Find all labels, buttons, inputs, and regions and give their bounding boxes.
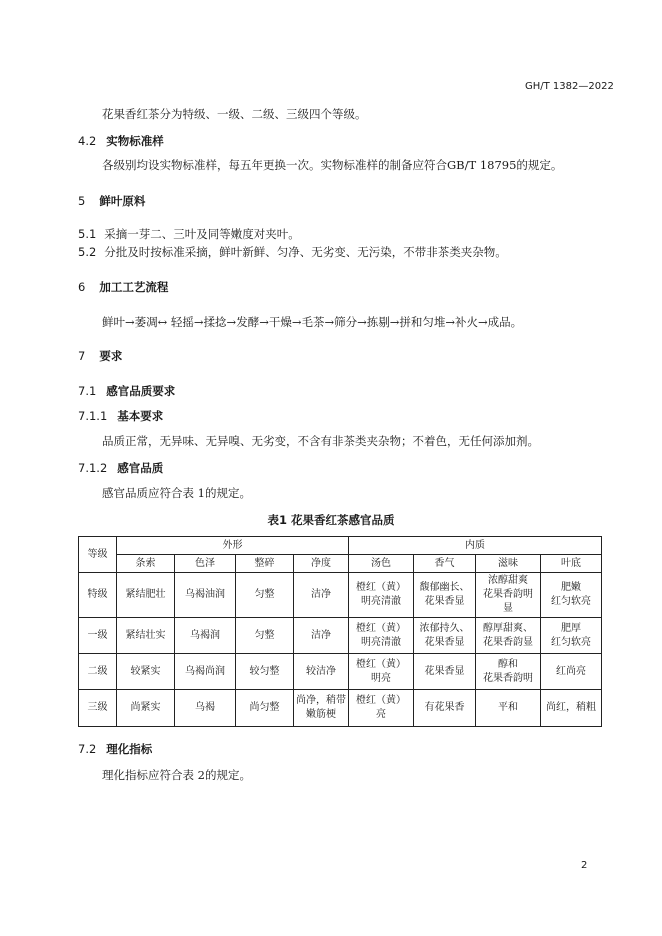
table-cell: 较紧实: [117, 654, 175, 690]
section-number: 7.2: [78, 742, 97, 756]
table-cell: 较洁净: [294, 654, 349, 690]
outer-appearance-header: 外形: [117, 537, 349, 555]
table-row: [79, 690, 602, 727]
sensory-quality-table: [78, 536, 602, 727]
inner-quality-header: 内质: [349, 537, 602, 555]
table-cell: 醇和 花果香韵明: [476, 654, 541, 690]
section-number: 6: [78, 280, 86, 294]
table-cell: 紧结壮实: [117, 618, 175, 654]
section-title: 基本要求: [117, 409, 164, 423]
table-caption: 表1 花果香红茶感官品质: [267, 513, 395, 527]
paragraph-7-1-2: 感官品质应符合表 1的规定。: [102, 486, 251, 500]
section-5-heading: [78, 193, 145, 209]
table-cell: 橙红（黄） 明亮清澈: [349, 618, 414, 654]
paragraph-7-1-1: 品质正常，无异味、无异嗅、无劣变，不含有非茶类夹杂物；不着色，无任何添加剂。: [102, 434, 539, 448]
table-row: [79, 654, 602, 690]
paragraph-7-2: 理化指标应符合表 2的规定。: [102, 768, 251, 782]
table-cell: 浓郁持久、 花果香显: [414, 618, 476, 654]
section-title: 加工工艺流程: [99, 280, 169, 294]
table-cell: 馥郁幽长、 花果香显: [414, 573, 476, 618]
column-header: 滋味: [476, 555, 541, 573]
table-cell: 橙红（黄） 明亮: [349, 654, 414, 690]
table-cell: 橙红（黄） 亮: [349, 690, 414, 727]
table-cell: 尚匀整: [236, 690, 294, 727]
table-row: [79, 573, 602, 618]
table-cell: 醇厚甜爽、 花果香韵显: [476, 618, 541, 654]
column-header: 叶底: [541, 555, 602, 573]
table-cell: 尚紧实: [117, 690, 175, 727]
section-title: 要求: [99, 349, 123, 363]
table-cell: 肥厚 红匀软亮: [541, 618, 602, 654]
grade-cell: 一级: [79, 618, 117, 654]
clause-number: 5.1: [78, 227, 97, 241]
table-cell: 浓醇甜爽 花果香韵明 显: [476, 573, 541, 618]
table-cell: 洁净: [294, 618, 349, 654]
table-cell: 乌褐尚润: [175, 654, 236, 690]
column-header: 条索: [117, 555, 175, 573]
table-cell: 紧结肥壮: [117, 573, 175, 618]
column-header: 整碎: [236, 555, 294, 573]
table-cell: 肥嫩 红匀软亮: [541, 573, 602, 618]
table-cell: 橙红（黄） 明亮清澈: [349, 573, 414, 618]
table-cell: 尚净，稍带 嫩筋梗: [294, 690, 349, 727]
section-title: 鲜叶原料: [99, 194, 146, 208]
section-4-2-heading: [78, 133, 164, 149]
column-header: 色泽: [175, 555, 236, 573]
section-7-1-1-heading: [78, 408, 163, 424]
grade-cell: 二级: [79, 654, 117, 690]
table-cell: 乌褐油润: [175, 573, 236, 618]
section-7-2-heading: [78, 741, 152, 757]
table-cell: 乌褐: [175, 690, 236, 727]
table-cell: 红尚亮: [541, 654, 602, 690]
section-7-1-2-heading: [78, 460, 163, 476]
paragraph-4-2: 各级别均设实物标准样，每五年更换一次。实物标准样的制备应符合GB/T 18795的规定。: [102, 158, 563, 172]
clause-text: 采摘一芽二、三叶及同等嫩度对夹叶。: [104, 227, 300, 241]
process-flow: 鲜叶→萎凋↔ 轻摇→揉捻→发酵→干燥→毛茶→筛分→拣剔→拼和匀堆→补火→成品。: [102, 315, 523, 329]
section-title: 实物标准样: [106, 134, 164, 148]
section-6-heading: [78, 279, 168, 295]
clause-5-2: [78, 244, 507, 260]
section-number: 7.1.1: [78, 409, 108, 423]
section-number: 7.1: [78, 384, 97, 398]
table-row: [79, 618, 602, 654]
section-title: 感官品质: [117, 461, 164, 475]
grade-cell: 三级: [79, 690, 117, 727]
section-number: 5: [78, 194, 86, 208]
paragraph-grades: 花果香红茶分为特级、一级、二级、三级四个等级。: [102, 107, 367, 121]
column-header: 汤色: [349, 555, 414, 573]
section-number: 7.1.2: [78, 461, 108, 475]
table-cell: 花果香显: [414, 654, 476, 690]
section-number: 4.2: [78, 134, 97, 148]
table-cell: 乌褐润: [175, 618, 236, 654]
table-cell: 洁净: [294, 573, 349, 618]
section-7-1-heading: [78, 383, 175, 399]
section-7-heading: [78, 348, 122, 364]
clause-number: 5.2: [78, 245, 97, 259]
section-title: 理化指标: [106, 742, 153, 756]
grade-cell: 特级: [79, 573, 117, 618]
table-cell: 匀整: [236, 573, 294, 618]
table-cell: 匀整: [236, 618, 294, 654]
table-cell: 较匀整: [236, 654, 294, 690]
table-cell: 尚红，稍粗: [541, 690, 602, 727]
table-cell: 有花果香: [414, 690, 476, 727]
grade-header: 等级: [79, 537, 117, 573]
clause-text: 分批及时按标准采摘，鲜叶新鲜、匀净、无劣变、无污染，不带非茶类夹杂物。: [104, 245, 507, 259]
column-header: 香气: [414, 555, 476, 573]
standard-number: GH/T 1382—2022: [525, 81, 614, 92]
section-title: 感官品质要求: [106, 384, 176, 398]
clause-5-1: [78, 226, 300, 242]
section-number: 7: [78, 349, 86, 363]
table-cell: 平和: [476, 690, 541, 727]
column-header: 净度: [294, 555, 349, 573]
page-number: 2: [581, 860, 588, 871]
